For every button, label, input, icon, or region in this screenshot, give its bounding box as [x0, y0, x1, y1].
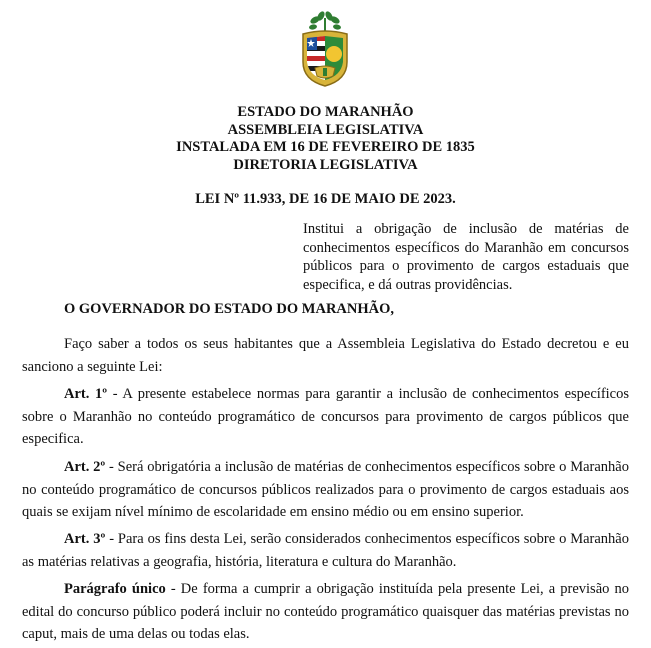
article-3-text: - Para os fins desta Lei, serão considerados conhecimentos específicos sobre o Maranhão as matérias relativas a geografia, história, literatura e cultura do Maranhão.: [22, 531, 629, 570]
law-summary: Institui a obrigação de inclusão de matérias de conhecimentos específicos do Maranhão em concursos públicos para o provimento de cargos estaduais que especifica, e dá outras providências.: [303, 221, 629, 293]
article-1-text: - A presente estabelece normas para garantir a inclusão de conhecimentos específicos sobre o Maranhão no conteúdo programático de concursos para provimento de cargos públicos que especifica.: [22, 386, 630, 447]
article-2-label: Art. 2º: [64, 459, 106, 475]
sole-paragraph-label: Parágrafo único: [64, 581, 166, 597]
sole-paragraph-text: - De forma a cumprir a obrigação instituída pela presente Lei, a previsão no edital do concurso público poderá incluir no conteúdo programático quaisquer das matérias previstas no caput, mais de uma delas ou todas elas.: [22, 581, 629, 642]
header-directorate: DIRETORIA LEGISLATIVA: [233, 156, 418, 173]
governor-heading: O GOVERNADOR DO ESTADO DO MARANHÃO,: [64, 301, 395, 317]
article-3-label: Art. 3º: [64, 531, 106, 547]
article-2-text: - Será obrigatória a inclusão de matérias de conhecimentos específicos sobre o Maranhão no conteúdo programático de concursos públicos realizados para o provimento de cargos estaduais aos quais se exijam nível mínimo de escolaridade em ensino médio ou em ensino superior.: [22, 459, 629, 520]
header-assembly: ASSEMBLEIA LEGISLATIVA: [227, 121, 424, 138]
article-3: [22, 528, 629, 573]
article-1-label: Art. 1º: [64, 386, 108, 402]
sole-paragraph: [22, 578, 629, 646]
article-1: [22, 383, 629, 451]
header-installed: INSTALADA EM 16 DE FEVEREIRO DE 1835: [176, 139, 475, 155]
document-header: [0, 104, 651, 174]
maranhao-coat-of-arms-icon: [285, 10, 365, 90]
header-state: ESTADO DO MARANHÃO: [237, 104, 414, 120]
article-2: [22, 456, 629, 524]
law-title: LEI Nº 11.933, DE 16 DE MAIO DE 2023.: [195, 191, 456, 207]
preamble-paragraph: Faço saber a todos os seus habitantes que a Assembleia Legislativa do Estado decretou e eu sanciono a seguinte Lei:: [22, 336, 629, 375]
